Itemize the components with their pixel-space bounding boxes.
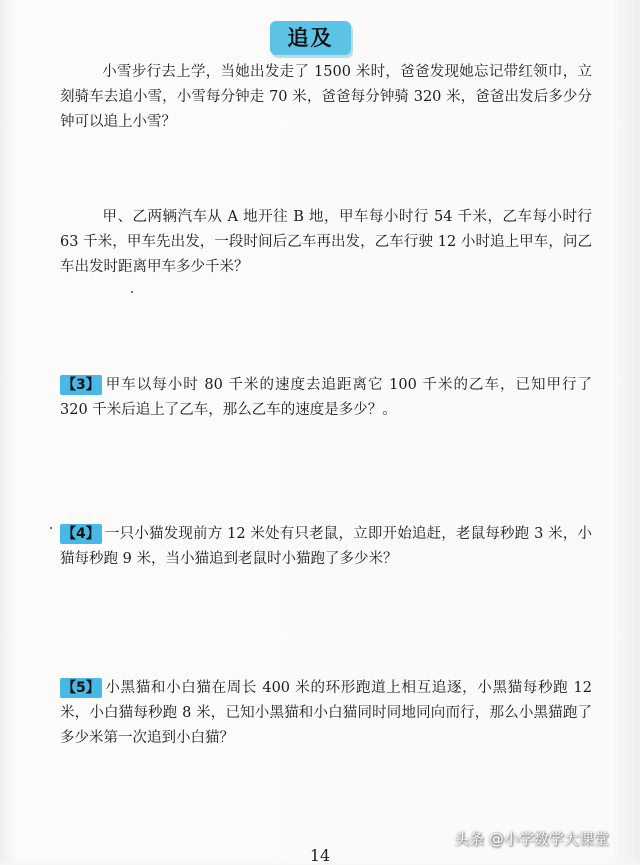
- problem-text: 小雪步行去上学，当她出发走了 1500 米时，爸爸发现她忘记带红领巾，立刻骑车去追小雪，小雪每分钟走 70 米，爸爸每分钟骑 320 米，爸爸出发后多少分钟可以追上小雪？: [60, 64, 592, 130]
- watermark: 头条 @小学数学大课堂: [454, 830, 609, 848]
- problem-number-badge: 【3】: [62, 377, 100, 393]
- problem-text: 甲车以每小时 80 千米的速度去追距离它 100 千米的乙车，已知甲行了 320 千米后追上了乙车，那么乙车的速度是多少？。: [60, 377, 592, 418]
- problem-3: [60, 373, 592, 423]
- problem-1: [60, 60, 592, 135]
- problem-text: 一只小猫发现前方 12 米处有只老鼠，立即开始追赶，老鼠每秒跑 3 米，小猫每秒跑 9 米，当小猫追到老鼠时小猫跑了多少米？: [60, 526, 592, 567]
- page-title: 追及: [270, 21, 351, 55]
- problem-text: 甲、乙两辆汽车从 A 地开往 B 地，甲车每小时行 54 千米，乙车每小时行 63 千米，甲车先出发，一段时间后乙车再出发，乙车行驶 12 小时追上甲车，问乙车出发时距离甲车多少千米？: [60, 209, 592, 275]
- problem-text: 小黑猫和小白猫在周长 400 米的环形跑道上相互追逐，小黑猫每秒跑 12 米，小白猫每秒跑 8 米，已知小黑猫和小白猫同时同地同向而行，那么小黑猫跑了多少米第一次追到小白猫？: [60, 680, 592, 746]
- ink-speck: [131, 291, 133, 293]
- problem-5: [60, 676, 592, 751]
- page-number: 14: [309, 846, 331, 865]
- problem-4: [60, 522, 592, 572]
- ink-speck: [50, 527, 52, 529]
- problem-2: [60, 205, 592, 280]
- problem-number-badge: 【5】: [62, 680, 100, 696]
- problem-number-badge: 【4】: [62, 526, 100, 542]
